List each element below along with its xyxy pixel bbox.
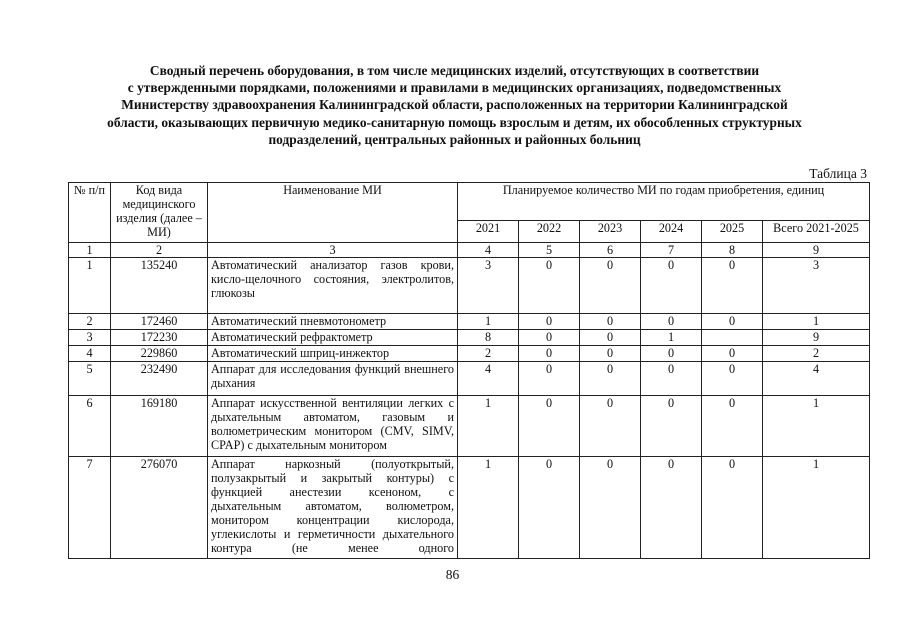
table-row bbox=[69, 258, 870, 314]
table-row bbox=[69, 457, 870, 559]
column-number: 4 bbox=[458, 243, 519, 258]
row-name: Автоматический шприц-инжектор bbox=[208, 346, 458, 362]
row-2024: 1 bbox=[641, 330, 702, 346]
row-2022: 0 bbox=[519, 362, 580, 396]
column-number: 2 bbox=[111, 243, 208, 258]
row-2021: 8 bbox=[458, 330, 519, 346]
row-code: 169180 bbox=[111, 396, 208, 457]
header-year-2024: 2024 bbox=[641, 221, 702, 243]
row-2022: 0 bbox=[519, 346, 580, 362]
row-2024: 0 bbox=[641, 457, 702, 559]
row-2023: 0 bbox=[580, 258, 641, 314]
row-2025: 0 bbox=[702, 457, 763, 559]
title-line-3: Министерству здравоохранения Калининградской области, расположенных на территории Калининградской bbox=[121, 97, 788, 113]
row-num: 4 bbox=[69, 346, 111, 362]
row-code: 232490 bbox=[111, 362, 208, 396]
row-2021: 4 bbox=[458, 362, 519, 396]
page-number: 86 bbox=[445, 567, 460, 582]
row-total: 2 bbox=[763, 346, 870, 362]
row-2023: 0 bbox=[580, 314, 641, 330]
header-year-2021: 2021 bbox=[458, 221, 519, 243]
column-number: 1 bbox=[69, 243, 111, 258]
table-row bbox=[69, 314, 870, 330]
row-2021: 2 bbox=[458, 346, 519, 362]
header-code: Код вида медицинского изделия (далее – МИ) bbox=[111, 183, 208, 243]
row-code: 276070 bbox=[111, 457, 208, 559]
row-2023: 0 bbox=[580, 362, 641, 396]
row-2023: 0 bbox=[580, 346, 641, 362]
equipment-table bbox=[68, 182, 870, 559]
row-name: Аппарат искусственной вентиляции легких с дыхательным автоматом, газовым и волюметрическим монитором (CMV, SIMV, CPAP) с дыхательным монитором bbox=[208, 396, 458, 457]
row-name: Аппарат для исследования функций внешнего дыхания bbox=[208, 362, 458, 396]
header-year-2023: 2023 bbox=[580, 221, 641, 243]
row-2021: 1 bbox=[458, 457, 519, 559]
row-2023: 0 bbox=[580, 396, 641, 457]
table-caption: Таблица 3 bbox=[809, 166, 867, 181]
column-number: 5 bbox=[519, 243, 580, 258]
row-2022: 0 bbox=[519, 396, 580, 457]
row-2024: 0 bbox=[641, 362, 702, 396]
row-code: 229860 bbox=[111, 346, 208, 362]
row-2021: 3 bbox=[458, 258, 519, 314]
header-year-2022: 2022 bbox=[519, 221, 580, 243]
table-row bbox=[69, 346, 870, 362]
row-num: 1 bbox=[69, 258, 111, 314]
row-total: 1 bbox=[763, 396, 870, 457]
column-number: 8 bbox=[702, 243, 763, 258]
page-title bbox=[72, 62, 837, 148]
row-num: 2 bbox=[69, 314, 111, 330]
row-num: 6 bbox=[69, 396, 111, 457]
row-2025 bbox=[702, 330, 763, 346]
row-2024: 0 bbox=[641, 314, 702, 330]
row-2025: 0 bbox=[702, 396, 763, 457]
row-num: 3 bbox=[69, 330, 111, 346]
title-line-1: Сводный перечень оборудования, в том числе медицинских изделий, отсутствующих в соответствии bbox=[149, 63, 760, 78]
row-num: 7 bbox=[69, 457, 111, 559]
row-2025: 0 bbox=[702, 346, 763, 362]
row-total: 3 bbox=[763, 258, 870, 314]
title-line-4: области, оказывающих первичную медико-санитарную помощь взрослым и детям, их обособленных структурных bbox=[107, 114, 802, 130]
row-num: 5 bbox=[69, 362, 111, 396]
row-total: 1 bbox=[763, 314, 870, 330]
row-total: 1 bbox=[763, 457, 870, 559]
row-2023: 0 bbox=[580, 457, 641, 559]
title-line-2: с утвержденными порядками, положениями и правилами в медицинских организациях, подведомственных bbox=[127, 80, 782, 96]
row-total: 9 bbox=[763, 330, 870, 346]
table-row bbox=[69, 362, 870, 396]
column-number: 7 bbox=[641, 243, 702, 258]
row-code: 172230 bbox=[111, 330, 208, 346]
row-2025: 0 bbox=[702, 258, 763, 314]
column-number-row bbox=[69, 243, 870, 258]
row-total: 4 bbox=[763, 362, 870, 396]
row-2022: 0 bbox=[519, 457, 580, 559]
column-number: 9 bbox=[763, 243, 870, 258]
row-2023: 0 bbox=[580, 330, 641, 346]
row-2024: 0 bbox=[641, 346, 702, 362]
table-row bbox=[69, 396, 870, 457]
row-2022: 0 bbox=[519, 330, 580, 346]
row-2024: 0 bbox=[641, 258, 702, 314]
header-name: Наименование МИ bbox=[208, 183, 458, 243]
column-number: 6 bbox=[580, 243, 641, 258]
header-planned: Планируемое количество МИ по годам приобретения, единиц bbox=[458, 183, 870, 221]
row-name: Автоматический рефрактометр bbox=[208, 330, 458, 346]
header-year-2025: 2025 bbox=[702, 221, 763, 243]
row-2021: 1 bbox=[458, 396, 519, 457]
title-line-5: подразделений, центральных районных и районных больниц bbox=[268, 131, 641, 147]
row-name: Аппарат наркозный (полуоткрытый, полузакрытый и закрытый контуры) с функцией анестезии ксеноном, с дыхательным автоматом, волюметром, монитором концентрации кислорода, углекислоты и герметичности дыхательного контура (не менее одного bbox=[208, 457, 458, 559]
row-2021: 1 bbox=[458, 314, 519, 330]
table-row bbox=[69, 330, 870, 346]
row-code: 135240 bbox=[111, 258, 208, 314]
row-2025: 0 bbox=[702, 314, 763, 330]
row-2022: 0 bbox=[519, 258, 580, 314]
header-num: № п/п bbox=[69, 183, 111, 243]
row-code: 172460 bbox=[111, 314, 208, 330]
row-name: Автоматический анализатор газов крови, кисло-щелочного состояния, электролитов, глюкозы bbox=[208, 258, 458, 314]
row-name: Автоматический пневмотонометр bbox=[208, 314, 458, 330]
row-2022: 0 bbox=[519, 314, 580, 330]
header-total: Всего 2021-2025 bbox=[763, 221, 870, 243]
column-number: 3 bbox=[208, 243, 458, 258]
row-2024: 0 bbox=[641, 396, 702, 457]
row-2025: 0 bbox=[702, 362, 763, 396]
